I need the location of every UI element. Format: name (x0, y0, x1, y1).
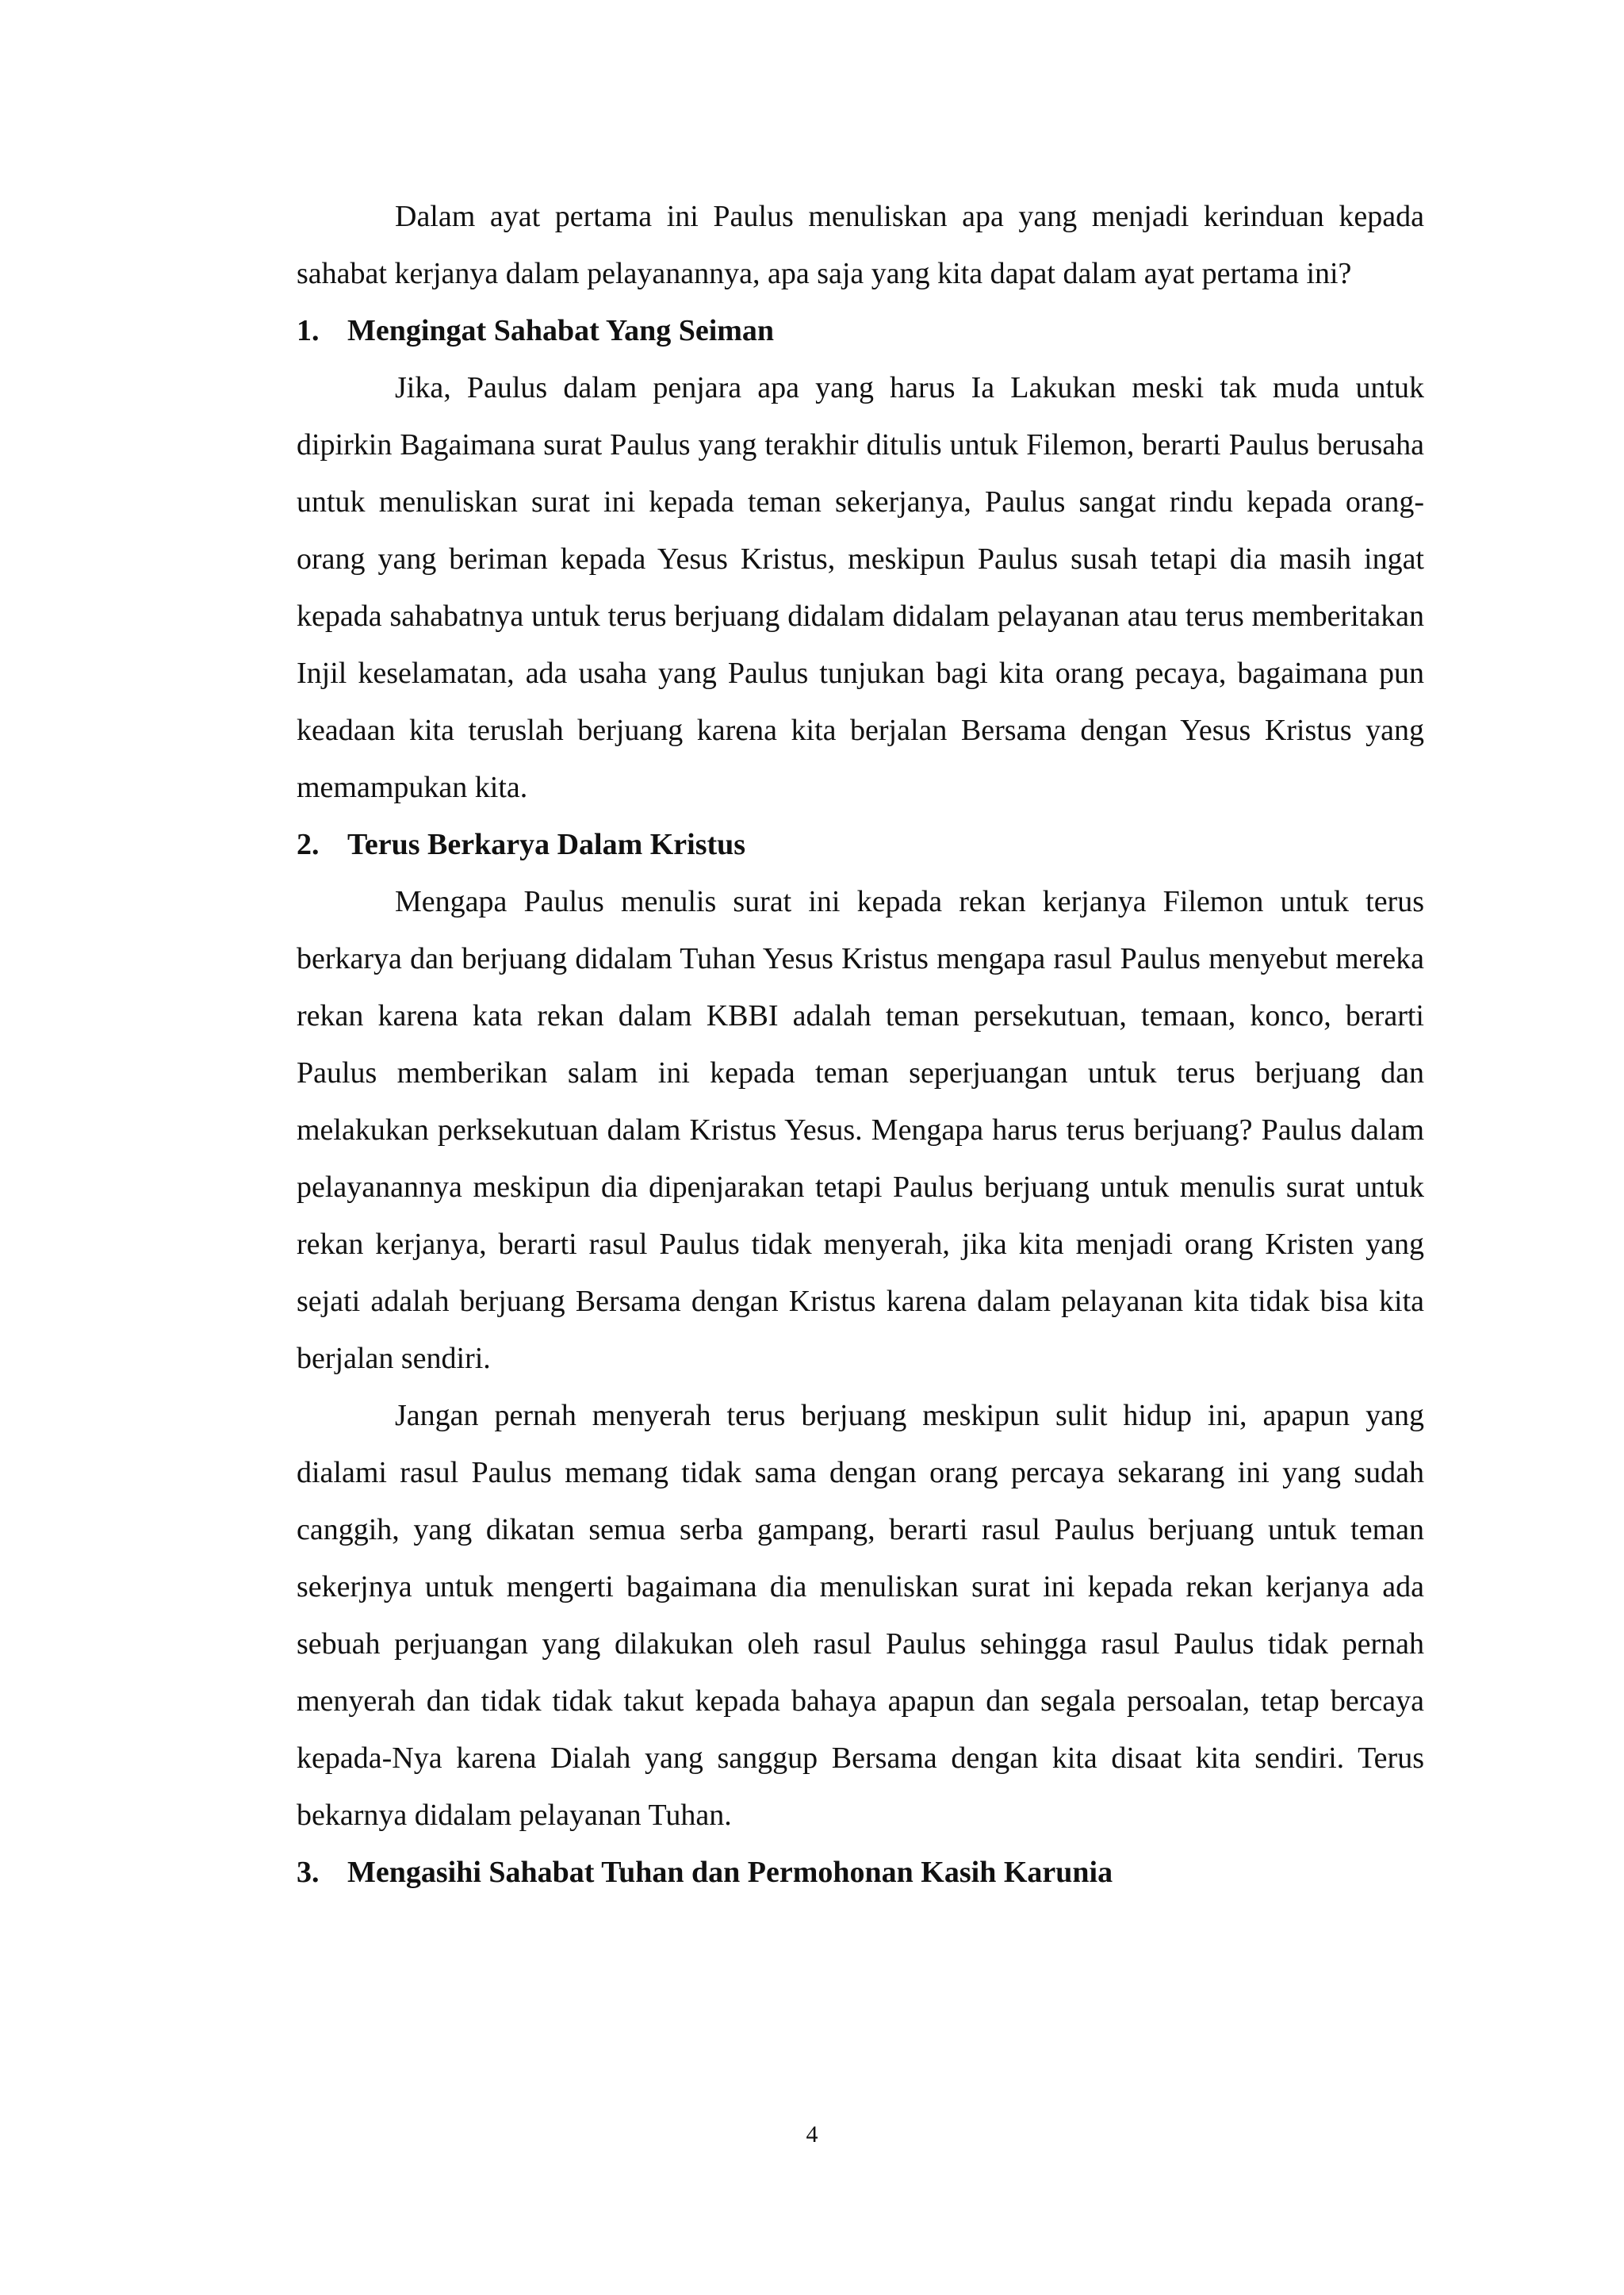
section-heading-2 (297, 816, 1424, 873)
section-heading-3 (297, 1844, 1424, 1901)
section-2-paragraph-1: Mengapa Paulus menulis surat ini kepada rekan kerjanya Filemon untuk terus berkarya dan berjuang didalam Tuhan Yesus Kristus mengapa rasul Paulus menyebut mereka rekan karena kata rekan dalam KBBI adalah teman persekutuan, temaan, konco, berarti Paulus memberikan salam ini kepada teman seperjuangan untuk terus berjuang dan melakukan perksekutuan dalam Kristus Yesus. Mengapa harus terus berjuang? Paulus dalam pelayanannya meskipun dia dipenjarakan tetapi Paulus berjuang untuk menulis surat untuk rekan kerjanya, berarti rasul Paulus tidak menyerah, jika kita menjadi orang Kristen yang sejati adalah berjuang Bersama dengan Kristus karena dalam pelayanan kita tidak bisa kita berjalan sendiri. (297, 885, 1424, 1375)
page-number: 4 (806, 2121, 818, 2147)
intro-paragraph: Dalam ayat pertama ini Paulus menuliskan apa yang menjadi kerinduan kepada sahabat kerjanya dalam pelayanannya, apa saja yang kita dapat dalam ayat pertama ini? (297, 200, 1424, 290)
section-1-paragraph: Jika, Paulus dalam penjara apa yang harus Ia Lakukan meski tak muda untuk dipirkin Bagaimana surat Paulus yang terakhir ditulis untuk Filemon, berarti Paulus berusaha untuk menuliskan surat ini kepada teman sekerjanya, Paulus sangat rindu kepada orang-orang yang beriman kepada Yesus Kristus, meskipun Paulus susah tetapi dia masih ingat kepada sahabatnya untuk terus berjuang didalam didalam pelayanan atau terus memberitakan Injil keselamatan, ada usaha yang Paulus tunjukan bagi kita orang pecaya, bagaimana pun keadaan kita teruslah berjuang karena kita berjalan Bersama dengan Yesus Kristus yang memampukan kita. (297, 371, 1424, 804)
section-title: Mengingat Sahabat Yang Seiman (347, 314, 775, 347)
section-number: 3. (297, 1856, 320, 1889)
section-title: Mengasihi Sahabat Tuhan dan Permohonan Kasih Karunia (347, 1856, 1113, 1889)
section-2-paragraph-2: Jangan pernah menyerah terus berjuang meskipun sulit hidup ini, apapun yang dialami rasul Paulus memang tidak sama dengan orang percaya sekarang ini yang sudah canggih, yang dikatan semua serba gampang, berarti rasul Paulus berjuang untuk teman sekerjnya untuk mengerti bagaimana dia menuliskan surat ini kepada rekan kerjanya ada sebuah perjuangan yang dilakukan oleh rasul Paulus sehingga rasul Paulus tidak pernah menyerah dan tidak tidak takut kepada bahaya apapun dan segala persoalan, tetap bercaya kepada-Nya karena Dialah yang sanggup Bersama dengan kita disaat kita sendiri. Terus bekarnya didalam pelayanan Tuhan. (297, 1399, 1424, 1832)
section-title: Terus Berkarya Dalam Kristus (347, 828, 746, 861)
section-number: 1. (297, 314, 320, 347)
section-number: 2. (297, 828, 320, 861)
section-heading-1 (297, 302, 1424, 359)
body-text (297, 188, 1424, 1901)
